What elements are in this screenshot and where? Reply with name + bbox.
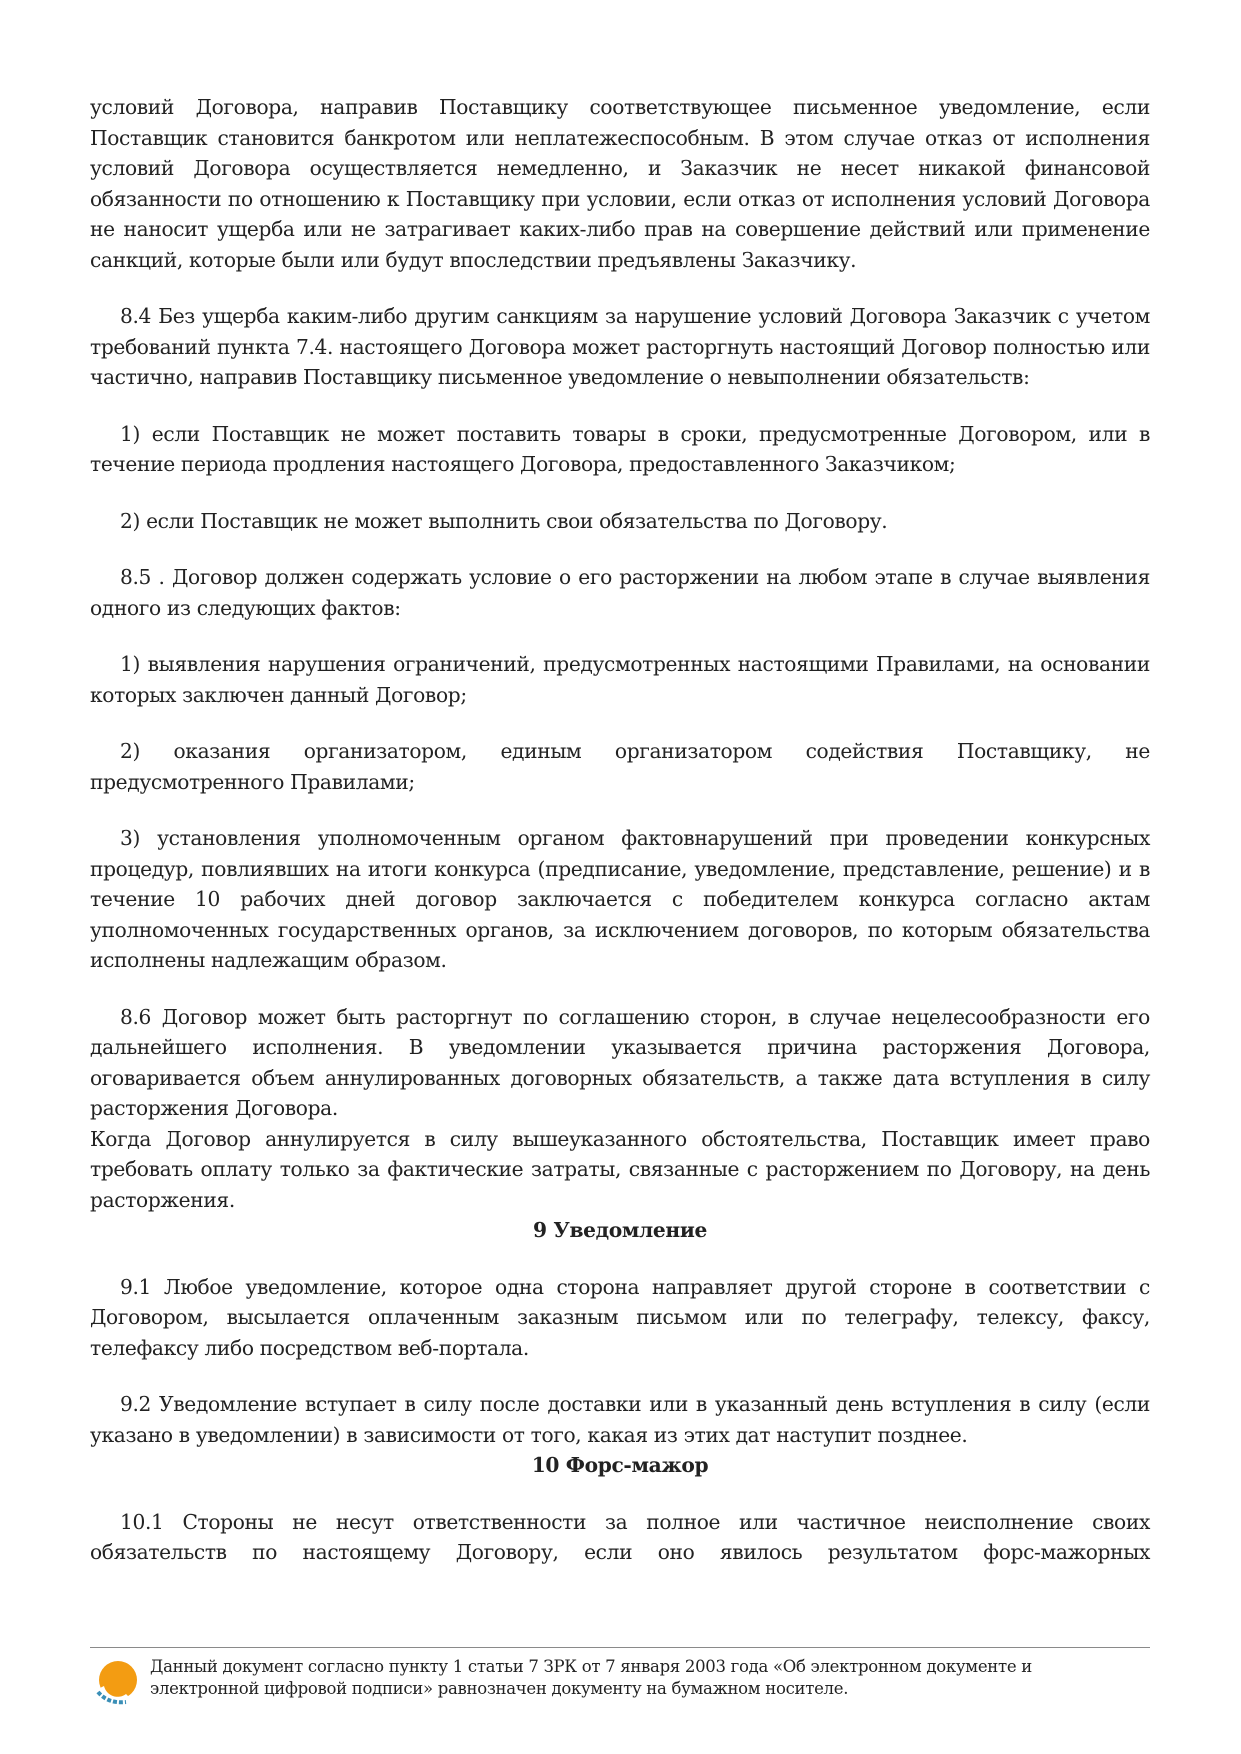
paragraph-8-4: 8.4 Без ущерба каким-либо другим санкциям за нарушение условий Договора Заказчик с учетом требований пункта 7.4. настоящего Договора может расторгнуть настоящий Договор полностью или частично, направив Поставщику письменное уведомление о невыполнении обязательств: xyxy=(90,304,1150,389)
sun-logo-icon xyxy=(92,1658,140,1706)
paragraph-8-5: 8.5 . Договор должен содержать условие о его расторжении на любом этапе в случае выявления одного из следующих фактов: xyxy=(90,565,1150,620)
paragraph-10-1: 10.1 Стороны не несут ответственности за полное или частичное неисполнение своих обязательств по настоящему Договору, если оно явилось результатом форс-мажорных xyxy=(90,1509,1150,1564)
paragraph-9-2: 9.2 Уведомление вступает в силу после доставки или в указанный день вступления в силу (если указано в уведомлении) в зависимости от того, какая из этих дат наступит позднее. xyxy=(90,1392,1150,1447)
heading-section-9: 9 Уведомление xyxy=(533,1218,707,1242)
paragraph-8-4-item-1: 1) если Поставщик не может поставить товары в сроки, предусмотренные Договором, или в течение периода продления настоящего Договора, предоставленного Заказчиком; xyxy=(90,421,1150,476)
paragraph-8-5-item-1: 1) выявления нарушения ограничений, предусмотренных настоящими Правилами, на основании которых заключен данный Договор; xyxy=(90,652,1150,707)
paragraph-8-6-continued: Когда Договор аннулируется в силу вышеуказанного обстоятельства, Поставщик имеет право требовать оплату только за фактические затраты, связанные с расторжением по Договору, на день расторжения. xyxy=(90,1126,1150,1212)
footer xyxy=(90,1647,1150,1698)
paragraph-continuation: условий Договора, направив Поставщику соответствующее письменное уведомление, если Поставщик становится банкротом или неплатежеспособным. В этом случае отказ от исполнения условий Договора осуществляется немедленно, и Заказчик не несет никакой финансовой обязанности по отношению к Поставщику при условии, если отказ от исполнения условий Договора не наносит ущерба или не затрагивает каких-либо прав на совершение действий или применение санкций, которые были или будут впоследствии предъявлены Заказчику. xyxy=(90,95,1150,272)
paragraph-9-1: 9.1 Любое уведомление, которое одна сторона направляет другой стороне в соответствии с Договором, высылается оплаченным заказным письмом или по телеграфу, телексу, факсу, телефаксу либо посредством веб-портала. xyxy=(90,1274,1150,1360)
paragraph-8-5-item-3: 3) установления уполномоченным органом фактовнарушений при проведении конкурсных процедур, повлиявших на итоги конкурса (предписание, уведомление, представление, решение) и в течение 10 рабочих дней договор заключается с победителем конкурса согласно актам уполномоченных государственных органов, за исключением договоров, по которым обязательства исполнены надлежащим образом. xyxy=(90,826,1150,972)
document-page xyxy=(90,92,1150,1568)
heading-section-10: 10 Форс-мажор xyxy=(531,1453,709,1477)
footer-legal-text xyxy=(150,1656,1150,1700)
paragraph-8-4-item-2: 2) если Поставщик не может выполнить свои обязательства по Договору. xyxy=(120,508,888,533)
footer-line-1: Данный документ согласно пункту 1 статьи 7 ЗРК от 7 января 2003 года «Об электронном документе и xyxy=(150,1657,1032,1676)
footer-line-2: электронной цифровой подписи» равнозначен документу на бумажном носителе. xyxy=(150,1679,849,1698)
paragraph-8-5-item-2: 2) оказания организатором, единым организатором содействия Поставщику, не предусмотренного Правилами; xyxy=(90,739,1150,794)
paragraph-8-6: 8.6 Договор может быть расторгнут по соглашению сторон, в случае нецелесообразности его дальнейшего исполнения. В уведомлении указывается причина расторжения Договора, оговаривается объем аннулированных договорных обязательств, а также дата вступления в силу расторжения Договора. xyxy=(90,1004,1150,1120)
